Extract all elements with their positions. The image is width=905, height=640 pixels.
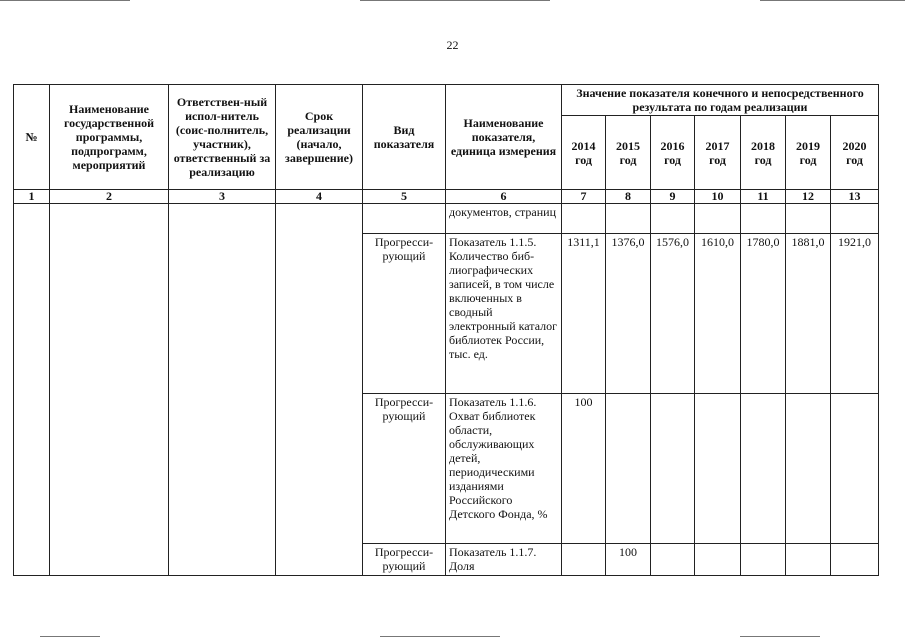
column-number: 7 bbox=[562, 190, 606, 204]
header-year: 2018 год bbox=[741, 116, 786, 190]
cell-value bbox=[695, 544, 741, 576]
cell-value bbox=[831, 544, 879, 576]
header-indicator: Наименование показателя, единица измерения bbox=[446, 85, 562, 190]
cell-term bbox=[276, 204, 363, 576]
cell-value bbox=[651, 394, 695, 544]
cell-type bbox=[363, 204, 446, 234]
cell-value bbox=[786, 204, 831, 234]
cell-value bbox=[786, 544, 831, 576]
header-type: Вид показателя bbox=[363, 85, 446, 190]
cell-value bbox=[831, 204, 879, 234]
column-number: 13 bbox=[831, 190, 879, 204]
header-program: Наименование государственной программы, подпрограмм, мероприятий bbox=[50, 85, 169, 190]
column-number: 5 bbox=[363, 190, 446, 204]
cell-value bbox=[695, 204, 741, 234]
cell-value bbox=[606, 394, 651, 544]
column-number: 3 bbox=[169, 190, 276, 204]
header-row-1 bbox=[14, 85, 879, 116]
cell-value bbox=[741, 544, 786, 576]
column-number: 8 bbox=[606, 190, 651, 204]
cell-value bbox=[786, 394, 831, 544]
cell-value bbox=[651, 544, 695, 576]
header-year: 2019 год bbox=[786, 116, 831, 190]
scan-artifact-top-right bbox=[760, 0, 905, 1]
cell-value bbox=[741, 394, 786, 544]
header-year: 2014 год bbox=[562, 116, 606, 190]
scan-artifact-top-center bbox=[360, 0, 550, 1]
column-number: 12 bbox=[786, 190, 831, 204]
cell-value: 100 bbox=[562, 394, 606, 544]
cell-value: 1921,0 bbox=[831, 234, 879, 394]
header-year: 2015 год bbox=[606, 116, 651, 190]
cell-no bbox=[14, 204, 50, 576]
cell-value bbox=[831, 394, 879, 544]
column-number: 9 bbox=[651, 190, 695, 204]
cell-indicator: документов, страниц bbox=[446, 204, 562, 234]
cell-value: 1610,0 bbox=[695, 234, 741, 394]
scan-artifact-bottom-center bbox=[380, 636, 500, 637]
column-number: 2 bbox=[50, 190, 169, 204]
header-year: 2016 год bbox=[651, 116, 695, 190]
header-values-group: Значение показателя конечного и непосредственного результата по годам реализации bbox=[562, 85, 879, 116]
header-no: № bbox=[14, 85, 50, 190]
indicators-table bbox=[13, 84, 879, 576]
cell-type: Прогресси-рующий bbox=[363, 234, 446, 394]
column-number: 1 bbox=[14, 190, 50, 204]
column-number: 4 bbox=[276, 190, 363, 204]
scan-artifact-bottom-left bbox=[40, 636, 100, 637]
column-number: 10 bbox=[695, 190, 741, 204]
cell-value: 1780,0 bbox=[741, 234, 786, 394]
cell-value bbox=[651, 204, 695, 234]
cell-value bbox=[562, 544, 606, 576]
cell-value: 100 bbox=[606, 544, 651, 576]
scan-artifact-top-left bbox=[0, 0, 130, 1]
table-row bbox=[14, 204, 879, 234]
cell-value: 1576,0 bbox=[651, 234, 695, 394]
cell-indicator: Показатель 1.1.7. Доля bbox=[446, 544, 562, 576]
cell-value bbox=[695, 394, 741, 544]
cell-value bbox=[606, 204, 651, 234]
header-year: 2017 год bbox=[695, 116, 741, 190]
cell-type: Прогресси-рующий bbox=[363, 394, 446, 544]
cell-type: Прогресси-рующий bbox=[363, 544, 446, 576]
column-number: 11 bbox=[741, 190, 786, 204]
cell-indicator: Показатель 1.1.6. Охват библиотек области, обслуживающих детей, периодическими изданиями Российского Детского Фонда, % bbox=[446, 394, 562, 544]
cell-value: 1311,1 bbox=[562, 234, 606, 394]
column-number: 6 bbox=[446, 190, 562, 204]
column-number-row bbox=[14, 190, 879, 204]
scan-artifact-bottom-right bbox=[740, 636, 820, 637]
cell-value bbox=[562, 204, 606, 234]
cell-program bbox=[50, 204, 169, 576]
cell-value bbox=[741, 204, 786, 234]
header-responsible: Ответствен-ный испол-нитель (соис-полнитель, участник), ответственный за реализацию bbox=[169, 85, 276, 190]
header-term: Срок реализации (начало, завершение) bbox=[276, 85, 363, 190]
cell-value: 1881,0 bbox=[786, 234, 831, 394]
cell-responsible bbox=[169, 204, 276, 576]
page-number: 22 bbox=[446, 38, 459, 52]
cell-value: 1376,0 bbox=[606, 234, 651, 394]
cell-indicator: Показатель 1.1.5. Количество биб-лиографических записей, в том числе включенных в сводный электронный каталог библиотек России, тыс. ед. bbox=[446, 234, 562, 394]
header-year: 2020 год bbox=[831, 116, 879, 190]
